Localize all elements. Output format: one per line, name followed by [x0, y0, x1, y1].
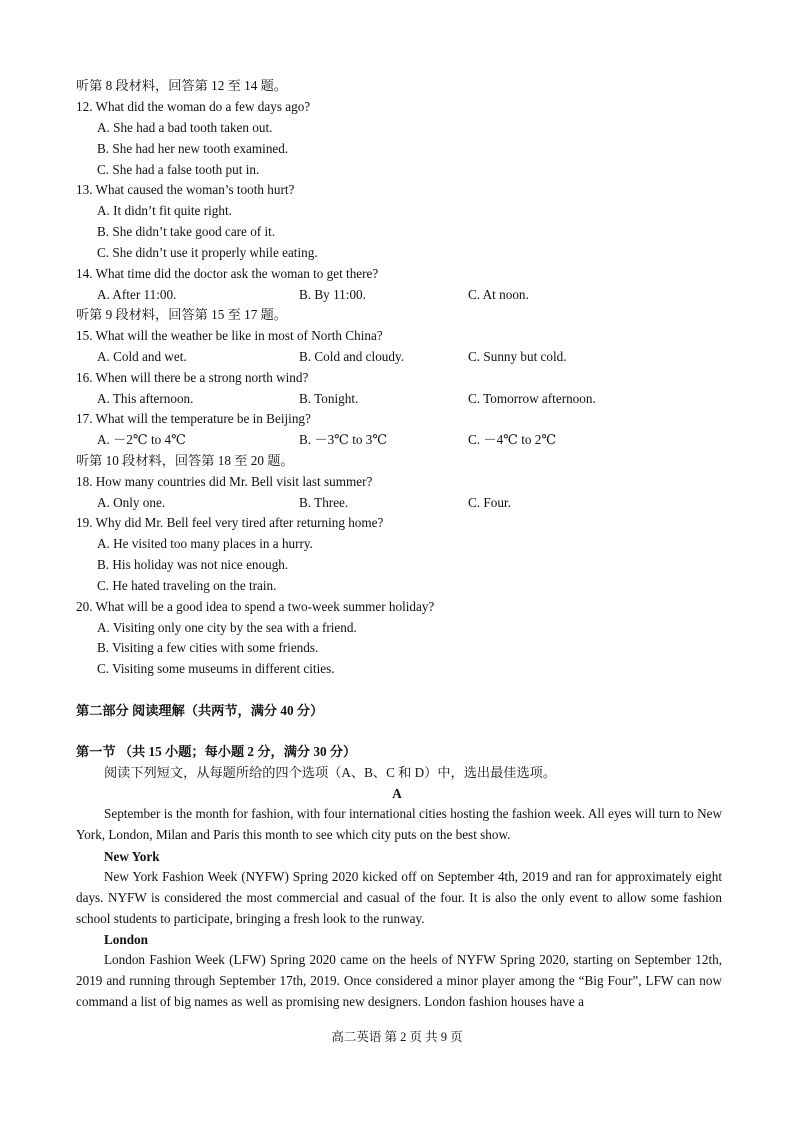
part-two-title: 第二部分 阅读理解（共两节，满分 40 分）: [76, 703, 324, 718]
question-15: 15. What will the weather be like in most of North China?: [76, 328, 383, 343]
q17-option-a: A. －2℃ to 4℃: [97, 432, 186, 447]
q15-option-a: A. Cold and wet.: [97, 349, 187, 364]
heading-london: London: [104, 932, 148, 947]
q12-option-c: C. She had a false tooth put in.: [97, 162, 260, 177]
q19-option-c: C. He hated traveling on the train.: [97, 578, 277, 593]
q15-option-b: B. Cold and cloudy.: [299, 349, 405, 364]
q13-option-b: B. She didn’t take good care of it.: [97, 224, 276, 239]
heading-new-york: New York: [104, 849, 160, 864]
section-one-title: 第一节 （共 15 小题；每小题 2 分，满分 30 分）: [76, 744, 357, 759]
q16-option-a: A. This afternoon.: [97, 391, 194, 406]
question-16: 16. When will there be a strong north wind?: [76, 370, 309, 385]
section-8-instruction: 听第 8 段材料，回答第 12 至 14 题。: [76, 78, 287, 93]
passage-label: A: [392, 786, 402, 801]
question-19: 19. Why did Mr. Bell feel very tired after returning home?: [76, 515, 384, 530]
section-9-instruction: 听第 9 段材料，回答第 15 至 17 题。: [76, 307, 287, 322]
q14-option-a: A. After 11:00.: [97, 287, 177, 302]
q12-option-a: A. She had a bad tooth taken out.: [97, 120, 273, 135]
question-17: 17. What will the temperature be in Beijing?: [76, 411, 311, 426]
question-14: 14. What time did the doctor ask the woman to get there?: [76, 266, 379, 281]
q16-option-c: C. Tomorrow afternoon.: [468, 391, 596, 406]
q18-option-c: C. Four.: [468, 495, 511, 510]
q15-option-c: C. Sunny but cold.: [468, 349, 567, 364]
question-18: 18. How many countries did Mr. Bell visit last summer?: [76, 474, 373, 489]
q14-option-b: B. By 11:00.: [299, 287, 366, 302]
q20-option-c: C. Visiting some museums in different cities.: [97, 661, 335, 676]
q17-option-b: B. －3℃ to 3℃: [299, 432, 388, 447]
q12-option-b: B. She had her new tooth examined.: [97, 141, 289, 156]
question-13: 13. What caused the woman’s tooth hurt?: [76, 182, 295, 197]
q20-option-b: B. Visiting a few cities with some friends.: [97, 640, 319, 655]
q13-option-c: C. She didn’t use it properly while eating.: [97, 245, 318, 260]
question-20: 20. What will be a good idea to spend a two-week summer holiday?: [76, 599, 435, 614]
q13-option-a: A. It didn’t fit quite right.: [97, 203, 232, 218]
q14-option-c: C. At noon.: [468, 287, 529, 302]
q17-option-c: C. －4℃ to 2℃: [468, 432, 557, 447]
q18-option-a: A. Only one.: [97, 495, 166, 510]
section-10-instruction: 听第 10 段材料，回答第 18 至 20 题。: [76, 453, 294, 468]
q20-option-a: A. Visiting only one city by the sea with a friend.: [97, 620, 357, 635]
question-12: 12. What did the woman do a few days ago?: [76, 99, 311, 114]
q19-option-b: B. His holiday was not nice enough.: [97, 557, 289, 572]
q16-option-b: B. Tonight.: [299, 391, 359, 406]
passage-intro: September is the month for fashion, with four international cities hosting the fashion week. All eyes will turn to New York, London, Milan and Paris this month to see which city puts on the best show.: [76, 806, 722, 842]
paragraph-new-york: New York Fashion Week (NYFW) Spring 2020 kicked off on September 4th, 2019 and ran for approximately eight days. NYFW is considered the most commercial and casual of the four. It is also the only event to allow some fashion school students to participate, bringing a fresh look to the runway.: [76, 869, 722, 926]
page-footer: 高二英语 第 2 页 共 9 页: [331, 1030, 463, 1044]
paragraph-london: London Fashion Week (LFW) Spring 2020 came on the heels of NYFW Spring 2020, starting on September 12th, 2019 and running through September 17th, 2019. Once considered a minor player among the “Big Four”, LFW can now command a list of big names as well as promising new designers. London fashion houses have a: [76, 952, 722, 1009]
reading-instruction: 阅读下列短文，从每题所给的四个选项（A、B、C 和 D）中，选出最佳选项。: [104, 765, 557, 780]
q18-option-b: B. Three.: [299, 495, 349, 510]
q19-option-a: A. He visited too many places in a hurry.: [97, 536, 313, 551]
